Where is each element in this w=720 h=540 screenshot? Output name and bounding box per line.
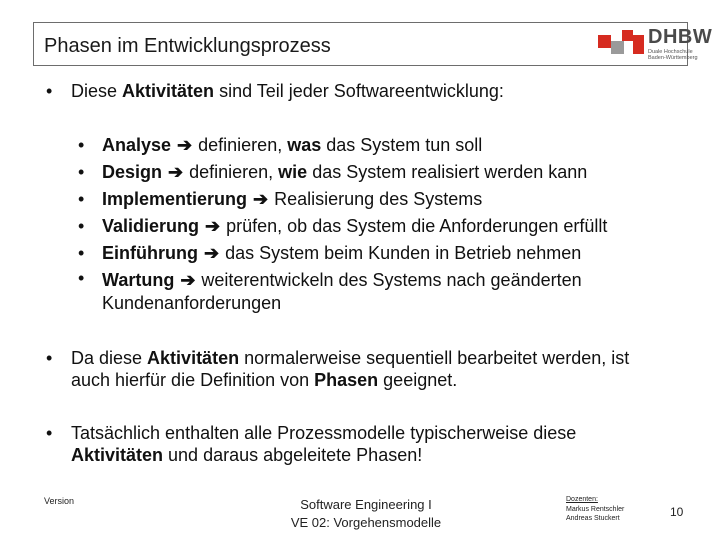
point3-c: und daraus abgeleitete Phasen!: [163, 445, 423, 465]
footer-lecturers: [566, 495, 624, 524]
point3-bold-activities: Aktivitäten: [71, 445, 164, 465]
activity-emphasis: wie: [278, 162, 308, 182]
dhbw-logo-mark-icon: [596, 26, 646, 60]
bullet-dot: •: [78, 243, 85, 263]
intro-prefix: Diese: [71, 81, 123, 101]
dhbw-logo: [596, 26, 716, 64]
arrow-right-icon: ➔: [168, 162, 184, 182]
activity-item: [78, 159, 698, 186]
logo-subtitle-line2: Baden-Württemberg: [648, 55, 698, 61]
bullet-phases-text: [71, 347, 671, 391]
activity-list: [78, 132, 698, 317]
activity-desc: das System beim Kunden in Betrieb nehmen: [225, 243, 582, 263]
activity-desc: prüfen, ob das System die Anforderungen erfüllt: [226, 216, 608, 236]
intro-suffix: sind Teil jeder Softwareentwicklung:: [214, 81, 504, 101]
arrow-right-icon: ➔: [180, 270, 196, 290]
activity-item: [78, 132, 698, 159]
bullet-models-text: [71, 422, 651, 466]
activity-desc-end: das System tun soll: [321, 135, 483, 155]
slide-title: Phasen im Entwicklungsprozess: [44, 35, 331, 57]
activity-name: Analyse: [102, 135, 172, 155]
bullet-intro-text: [71, 80, 681, 102]
footer-lecturers-label: Dozenten:: [566, 496, 598, 503]
activity-item: [78, 267, 698, 317]
bullet-dot: •: [78, 189, 85, 209]
activity-name: Einführung: [102, 243, 198, 263]
arrow-right-icon: ➔: [253, 189, 269, 209]
activity-desc: definieren,: [189, 162, 279, 182]
footer-lecturer-2: Andreas Stuckert: [566, 515, 620, 522]
activity-item: [78, 186, 698, 213]
activity-item: [78, 240, 698, 267]
point2-bold-activities: Aktivitäten: [147, 348, 240, 368]
point2-a: Da diese: [71, 348, 148, 368]
intro-bold: Aktivitäten: [122, 81, 215, 101]
footer-version: Version: [44, 496, 75, 506]
page-number: 10: [670, 505, 684, 519]
activity-desc: weiterentwickeln des Systems nach geänderten Kundenanforderungen: [102, 270, 582, 313]
logo-subtitle-line1: Duale Hochschule: [648, 49, 693, 55]
bullet-dot: •: [46, 423, 53, 443]
bullet-dot: •: [78, 162, 85, 182]
activity-desc: Realisierung des Systems: [274, 189, 483, 209]
activity-name: Wartung: [102, 270, 175, 290]
arrow-right-icon: ➔: [205, 216, 221, 236]
point2-c: normalerweise sequentiell bearbeitet werden, ist auch hierfür die Definition von: [71, 348, 630, 390]
footer-course-title: Software Engineering I: [300, 497, 432, 512]
activity-name: Design: [102, 162, 163, 182]
activity-desc-end: das System realisiert werden kann: [307, 162, 588, 182]
point2-e: geeignet.: [378, 370, 458, 390]
logo-subtitle: [648, 49, 718, 61]
footer-course: [266, 496, 466, 532]
activity-emphasis: was: [287, 135, 322, 155]
arrow-right-icon: ➔: [203, 243, 220, 263]
activity-name: Implementierung: [102, 189, 248, 209]
bullet-dot: •: [46, 348, 53, 368]
bullet-dot: •: [78, 268, 85, 288]
activity-name: Validierung: [102, 216, 200, 236]
footer-course-unit: VE 02: Vorgehensmodelle: [290, 515, 442, 530]
arrow-right-icon: ➔: [177, 135, 193, 155]
activity-desc: definieren,: [198, 135, 288, 155]
slide-title-box: [33, 22, 713, 66]
point2-bold-phases: Phasen: [314, 370, 379, 390]
activity-item: [78, 213, 698, 240]
point3-a: Tatsächlich enthalten alle Prozessmodelle typischerweise diese: [71, 423, 577, 443]
bullet-dot: •: [78, 135, 85, 155]
bullet-dot: •: [46, 81, 53, 101]
logo-wordmark: DHBW: [648, 26, 713, 48]
bullet-dot: •: [78, 216, 85, 236]
footer-lecturer-1: Markus Rentschler: [566, 505, 625, 513]
